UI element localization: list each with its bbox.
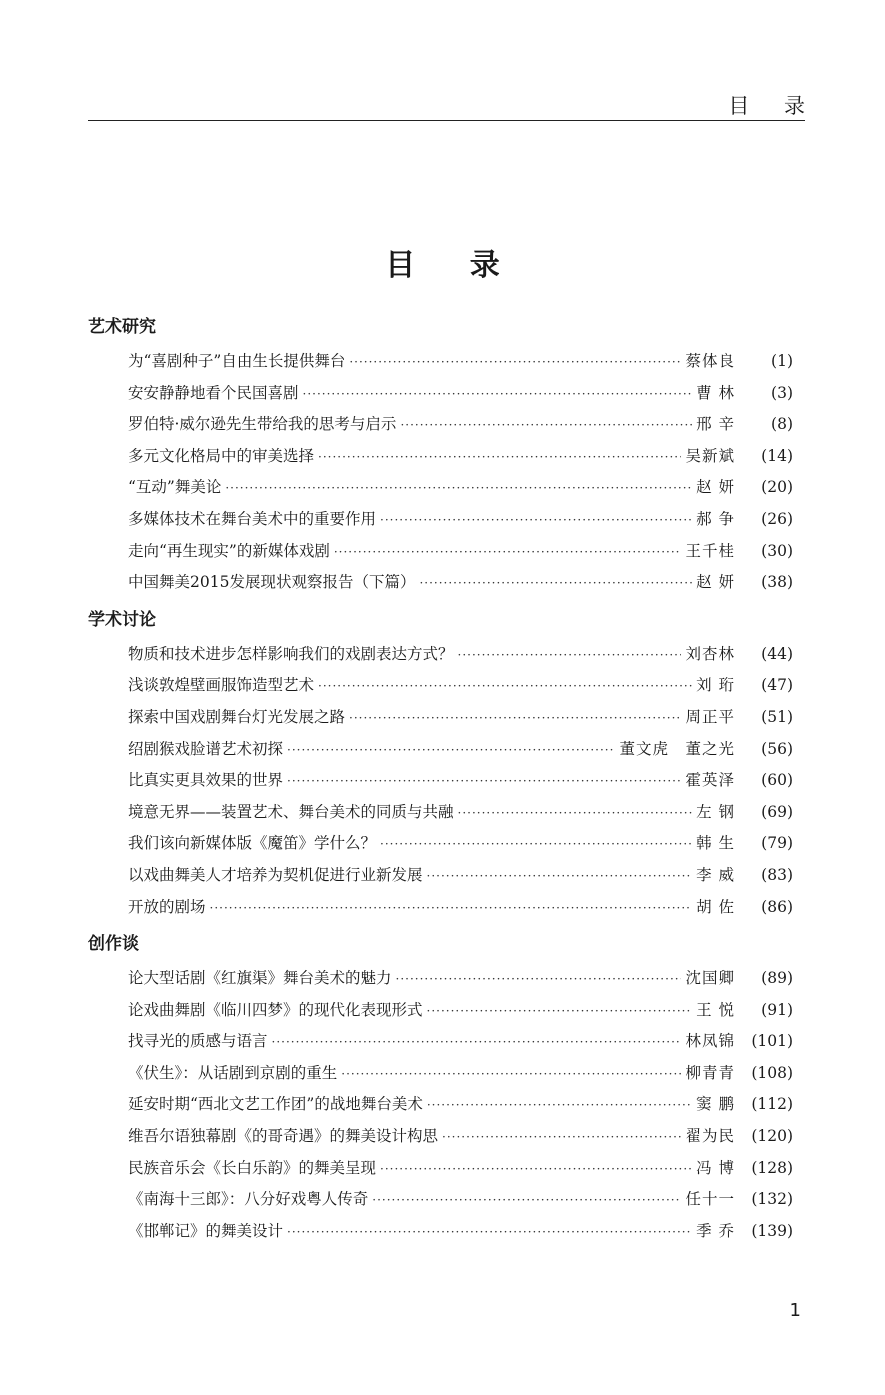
entry-title: 罗伯特·威尔逊先生带给我的思考与启示 [128, 415, 397, 434]
toc-entry[interactable] [88, 567, 793, 599]
dot-leader [380, 829, 692, 861]
entry-author: 窦 鹏 [696, 1095, 735, 1114]
entry-author: 季 乔 [696, 1221, 735, 1240]
dot-leader [318, 671, 692, 703]
entry-title: 维吾尔语独幕剧《的哥奇遇》的舞美设计构思 [128, 1127, 439, 1146]
toc-entry[interactable] [88, 1089, 793, 1121]
entry-author: 刘 珩 [696, 676, 735, 695]
toc-entry[interactable] [88, 734, 793, 766]
entry-title: 以戏曲舞美人才培养为契机促进行业新发展 [128, 865, 423, 884]
entry-title: 境意无界——装置艺术、舞台美术的同质与共融 [128, 802, 454, 821]
entry-title: 物质和技术进步怎样影响我们的戏剧表达方式？ [128, 644, 454, 663]
dot-leader [396, 964, 682, 996]
dot-leader [427, 1090, 692, 1122]
dot-leader [287, 735, 615, 767]
entry-author: 霍英泽 [685, 771, 735, 790]
toc-entry[interactable] [88, 472, 793, 504]
entry-page-number: (20) [761, 478, 793, 497]
entry-author: 左 钢 [696, 802, 735, 821]
entry-author: 柳青青 [685, 1063, 735, 1082]
entry-page-number: (101) [751, 1032, 793, 1051]
dot-leader [225, 473, 692, 505]
entry-author: 韩 生 [696, 834, 735, 853]
entry-title: 多元文化格局中的审美选择 [128, 446, 315, 465]
dot-leader [427, 996, 693, 1028]
entry-page-number: (38) [761, 573, 793, 592]
page-title: 目 录 [385, 248, 522, 283]
entry-author: 赵 妍 [696, 573, 735, 592]
dot-leader [458, 798, 693, 830]
entry-page-number: (3) [771, 383, 793, 402]
entry-page-number: (51) [761, 707, 793, 726]
dot-leader [380, 505, 692, 537]
toc-entry[interactable] [88, 378, 793, 410]
dot-leader [419, 568, 692, 600]
toc-entry[interactable] [88, 1153, 793, 1185]
entry-page-number: (112) [751, 1095, 793, 1114]
entry-title: 找寻光的质感与语言 [128, 1032, 268, 1051]
entry-title: 我们该向新媒体版《魔笛》学什么？ [128, 834, 377, 853]
entry-author: 邢 辛 [696, 415, 735, 434]
entry-title: 比真实更具效果的世界 [128, 771, 284, 790]
entry-author: 赵 妍 [696, 478, 735, 497]
entry-page-number: (14) [761, 446, 793, 465]
entry-author: 沈国卿 [685, 969, 735, 988]
dot-leader [287, 1217, 692, 1249]
entry-author: 王千桂 [685, 541, 735, 560]
entry-page-number: (26) [761, 509, 793, 528]
entry-title: 走向“再生现实”的新媒体戏剧 [128, 541, 330, 560]
dot-leader [334, 537, 682, 569]
toc-entry[interactable] [88, 1026, 793, 1058]
entry-title: 论戏曲舞剧《临川四梦》的现代化表现形式 [128, 1000, 423, 1019]
entry-author: 胡 佐 [696, 897, 735, 916]
entry-page-number: (47) [761, 676, 793, 695]
toc-entry[interactable] [88, 1121, 793, 1153]
dot-leader [372, 1185, 681, 1217]
entry-title: 绍剧猴戏脸谱艺术初探 [128, 739, 284, 758]
entry-page-number: (91) [761, 1000, 793, 1019]
toc-entry[interactable] [88, 441, 793, 473]
toc-entry[interactable] [88, 797, 793, 829]
entry-title: 民族音乐会《长白乐韵》的舞美呈现 [128, 1158, 377, 1177]
page-number: 1 [789, 1300, 801, 1321]
dot-leader [458, 640, 682, 672]
entry-author: 李 威 [696, 865, 735, 884]
section-title: 艺术研究 [88, 317, 156, 337]
entry-author: 林凤锦 [685, 1032, 735, 1051]
entry-page-number: (56) [761, 739, 793, 758]
section-title: 学术讨论 [88, 609, 156, 630]
entry-title: 为“喜剧种子”自由生长提供舞台 [128, 352, 346, 370]
toc-entry[interactable] [88, 346, 793, 378]
entry-title: 延安时期“西北文艺工作团”的战地舞台美术 [128, 1095, 423, 1114]
entry-page-number: (89) [761, 969, 793, 988]
entry-page-number: (128) [751, 1158, 793, 1177]
toc-entry[interactable] [88, 670, 793, 702]
entry-page-number: (132) [751, 1190, 793, 1209]
entry-author: 吴新斌 [685, 446, 735, 465]
entry-title: 多媒体技术在舞台美术中的重要作用 [128, 509, 377, 528]
entry-author: 刘杏林 [685, 644, 735, 663]
dot-leader [272, 1027, 682, 1059]
entry-author: 周正平 [685, 707, 735, 726]
dot-leader [287, 766, 681, 798]
toc-entry[interactable] [88, 995, 793, 1027]
toc-entry[interactable] [88, 702, 793, 734]
toc-entry[interactable] [88, 1216, 793, 1248]
entry-author: 翟为民 [685, 1127, 735, 1146]
dot-leader [210, 893, 693, 925]
entry-page-number: (83) [761, 865, 793, 884]
entry-title: 中国舞美2015发展现状观察报告（下篇） [128, 573, 416, 592]
entry-page-number: (139) [751, 1221, 793, 1240]
entry-author: 董文虎 董之光 [619, 739, 735, 758]
entry-title: 探索中国戏剧舞台灯光发展之路 [128, 707, 346, 726]
toc-entry[interactable] [88, 892, 793, 924]
entry-title: 浅谈敦煌壁画服饰造型艺术 [128, 676, 315, 695]
entry-page-number: (8) [771, 415, 793, 434]
dot-leader [349, 703, 681, 735]
entry-author: 蔡体良 [685, 352, 735, 370]
dot-leader [318, 442, 681, 474]
running-header [88, 88, 819, 121]
entry-title: 开放的剧场 [128, 897, 206, 916]
entry-author: 郝 争 [696, 509, 735, 528]
entry-author: 冯 博 [696, 1158, 735, 1177]
entry-page-number: (69) [761, 802, 793, 821]
dot-leader [380, 1154, 692, 1186]
toc-entry[interactable] [88, 963, 793, 995]
dot-leader [427, 861, 693, 893]
entry-page-number: (79) [761, 834, 793, 853]
entry-author: 曹 林 [696, 383, 735, 402]
entry-title: 《伏生》：从话剧到京剧的重生 [128, 1063, 338, 1082]
entry-title: 《邯郸记》的舞美设计 [128, 1221, 284, 1240]
dot-leader [400, 410, 692, 442]
running-header-title: 目 录 [728, 94, 819, 118]
dot-leader [341, 1059, 681, 1091]
entry-page-number: (1) [771, 352, 793, 370]
toc-entry[interactable] [88, 765, 793, 797]
entry-title: 安安静静地看个民国喜剧 [128, 383, 299, 402]
toc-entry[interactable] [88, 828, 793, 860]
toc-entry[interactable] [88, 860, 793, 892]
entry-title: 论大型话剧《红旗渠》舞台美术的魅力 [128, 969, 392, 988]
dot-leader [442, 1122, 681, 1154]
toc-entry[interactable] [88, 409, 793, 441]
entry-page-number: (108) [751, 1063, 793, 1082]
entry-author: 任十一 [685, 1190, 735, 1209]
entry-author: 王 悦 [696, 1000, 735, 1019]
toc-entry[interactable] [88, 536, 793, 568]
section-title: 创作谈 [88, 934, 139, 955]
toc-entry[interactable] [88, 1184, 793, 1216]
toc-entry[interactable] [88, 504, 793, 536]
dot-leader [349, 347, 681, 379]
toc-entry[interactable] [88, 1058, 793, 1090]
dot-leader [303, 379, 693, 411]
entry-page-number: (120) [751, 1127, 793, 1146]
toc-entry[interactable] [88, 639, 793, 671]
entry-title: “互动”舞美论 [128, 478, 222, 497]
entry-page-number: (30) [761, 541, 793, 560]
entry-title: 《南海十三郎》：八分好戏粤人传奇 [128, 1190, 369, 1209]
entry-page-number: (86) [761, 897, 793, 916]
table-of-contents [88, 312, 793, 1247]
entry-page-number: (60) [761, 771, 793, 790]
entry-page-number: (44) [761, 644, 793, 663]
